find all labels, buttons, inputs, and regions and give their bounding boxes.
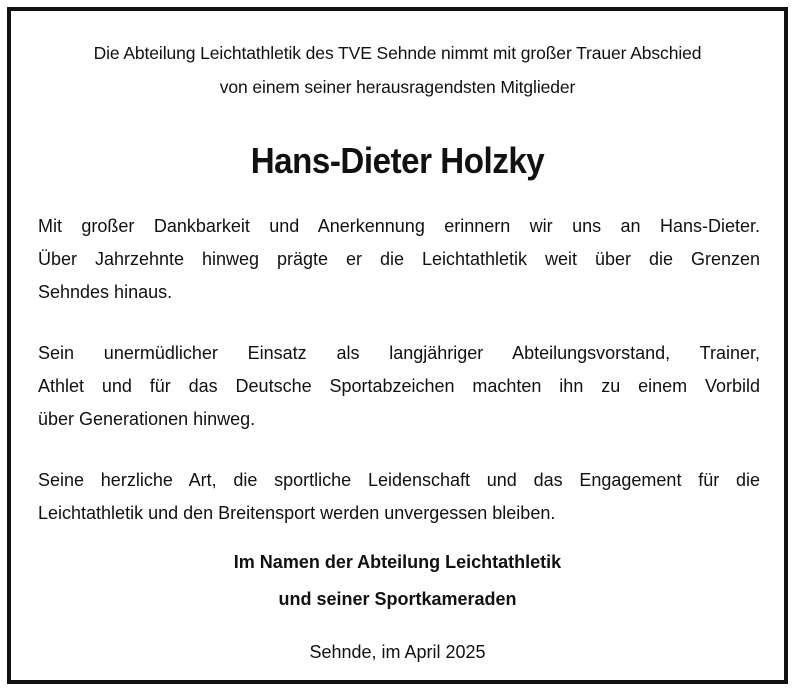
paragraph-line: Athlet und für das Deutsche Sportabzeichen machten ihn zu einem Vorbild [38,376,760,396]
obituary-notice [7,7,788,684]
paragraph-commitment [38,337,760,436]
paragraph-line: Sehndes hinaus. [38,282,173,302]
signature-line-1: Im Namen der Abteilung Leichtathletik [233,552,562,572]
intro-line-2: von einem seiner herausragendsten Mitglieder [219,77,576,97]
paragraph-line: Leichtathletik und den Breitensport werden unvergessen bleiben. [38,503,556,523]
paragraph-line: Mit großer Dankbarkeit und Anerkennung erinnern wir uns an Hans-Dieter. [38,216,760,236]
paragraph-gratitude [38,210,760,309]
deceased-name: Hans-Dieter Holzky [250,140,545,181]
intro-line-1: Die Abteilung Leichtathletik des TVE Sehnde nimmt mit großer Trauer Abschied [93,43,702,63]
intro-text [11,36,784,104]
notice-content [11,11,784,680]
signature-block [11,544,784,618]
paragraph-line: Über Jahrzehnte hinweg prägte er die Leichtathletik weit über die Grenzen [38,249,760,269]
signature-line-2: und seiner Sportkameraden [278,589,517,609]
paragraph-legacy [38,464,760,530]
paragraph-line: Seine herzliche Art, die sportliche Leidenschaft und das Engagement für die [38,470,760,490]
paragraph-line: über Generationen hinweg. [38,409,256,429]
paragraph-line: Sein unermüdlicher Einsatz als langjähriger Abteilungsvorstand, Trainer, [38,343,760,363]
place-date: Sehnde, im April 2025 [309,642,486,662]
